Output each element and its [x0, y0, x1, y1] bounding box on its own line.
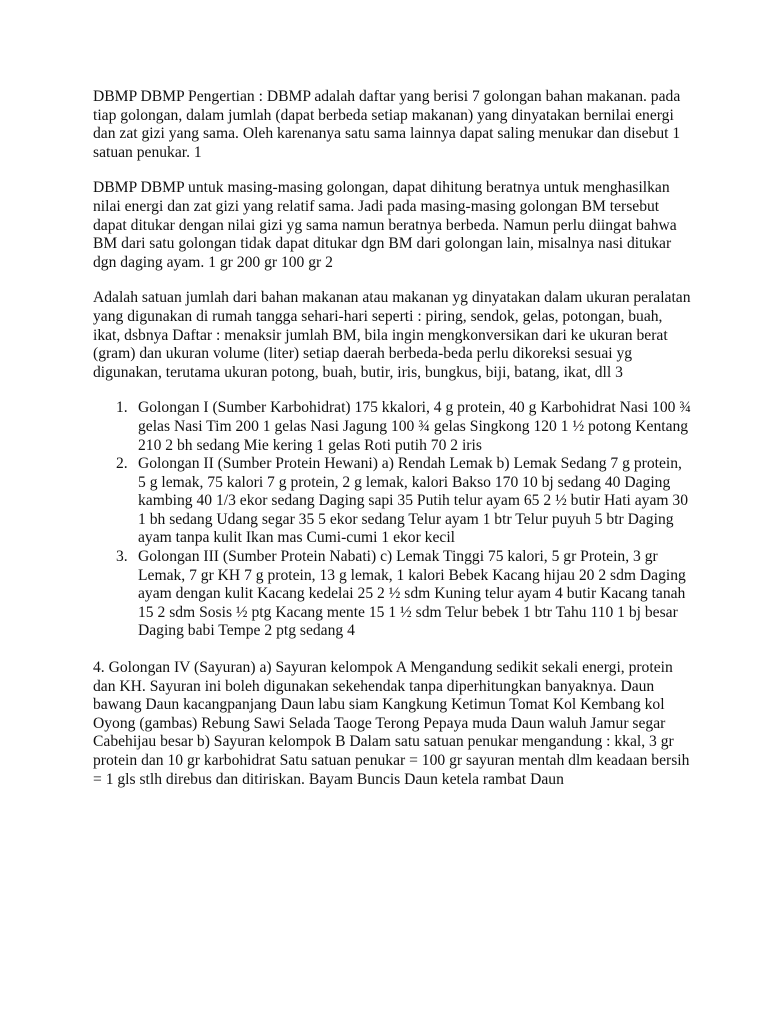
list-item-golongan-1 — [93, 399, 693, 455]
paragraph-urt: Adalah satuan jumlah dari bahan makanan atau makanan yg dinyatakan dalam ukuran peralatan yang digunakan di rumah tangga sehari-hari seperti : piring, sendok, gelas, potongan, buah, ikat, dsbnya Daftar : menaksir jumlah BM, bila ingin mengkonversikan dari ke ukuran berat (gram) dan ukuran volume (liter) setiap daerah berbeda-beda perlu dikoreksi sesuai yg digunakan, terutama ukuran potong, buah, butir, iris, bungkus, biji, batang, ikat, dll 3 — [93, 289, 691, 381]
paragraph-golongan-berat: DBMP DBMP untuk masing-masing golongan, dapat dihitung beratnya untuk menghasilkan nilai energi dan zat gizi yang relatif sama. Jadi pada masing-masing golongan BM tersebut dapat ditukar dengan nilai gizi yg sama namun beratnya berbeda. Namun perlu diingat bahwa BM dari satu golongan tidak dapat ditukar dgn BM dari golongan lain, misalnya nasi ditukar dgn daging ayam. 1 gr 200 gr 100 gr 2 — [93, 179, 677, 271]
list-marker: 1. — [116, 399, 128, 417]
paragraph-golongan-4: 4. Golongan IV (Sayuran) a) Sayuran kelompok A Mengandung sedikit sekali energi, protein dan KH. Sayuran ini boleh digunakan sekehendak tanpa diperhitungkan banyaknya. Daun bawang Daun kacangpanjang Daun labu siam Kangkung Ketimun Tomat Kol Kembang kol Oyong (gambas) Rebung Sawi Selada Taoge Terong Pepaya muda Daun waluh Jamur segar Cabehijau besar b) Sayuran kelompok B Dalam satu satuan penukar mengandung : kkal, 3 gr protein dan 10 gr karbohidrat Satu satuan penukar = 100 gr sayuran mentah dlm keadaan bersih = 1 gls stlh direbus dan ditiriskan. Bayam Buncis Daun ketela rambat Daun — [93, 659, 690, 788]
list-item-text: Golongan II (Sumber Protein Hewani) a) Rendah Lemak b) Lemak Sedang 7 g protein, 5 g lemak, 75 kalori 7 g protein, 2 g lemak, kalori Bakso 170 10 bj sedang 40 Daging kambing 40 1/3 ekor sedang Daging sapi 35 Putih telur ayam 65 2 ½ butir Hati ayam 30 1 bh sedang Udang segar 35 5 ekor sedang Telur ayam 1 btr Telur puyuh 5 btr Daging ayam tanpa kulit Ikan mas Cumi-cumi 1 ekor kecil — [138, 455, 689, 547]
list-marker: 2. — [116, 455, 128, 473]
document-page — [93, 88, 693, 806]
golongan-list — [93, 399, 693, 641]
list-item-text: Golongan I (Sumber Karbohidrat) 175 kkalori, 4 g protein, 40 g Karbohidrat Nasi 100 ¾ gelas Nasi Tim 200 1 gelas Nasi Jagung 100 ¾ gelas Singkong 120 1 ½ potong Kentang 210 2 bh sedang Mie kering 1 gelas Roti putih 70 2 iris — [138, 399, 692, 454]
list-item-golongan-2 — [93, 455, 693, 548]
list-item-golongan-3 — [93, 548, 693, 641]
list-marker: 3. — [116, 548, 128, 566]
list-item-text: Golongan III (Sumber Protein Nabati) c) Lemak Tinggi 75 kalori, 5 gr Protein, 3 gr Lemak, 7 gr KH 7 g protein, 13 g lemak, 1 kalori Bebek Kacang hijau 20 2 sdm Daging ayam dengan kulit Kacang kedelai 25 2 ½ sdm Kuning telur ayam 4 butir Kacang tanah 15 2 sdm Sosis ½ ptg Kacang mente 15 1 ½ sdm Telur bebek 1 btr Tahu 110 1 bj besar Daging babi Tempe 2 ptg sedang 4 — [138, 548, 686, 640]
paragraph-pengertian: DBMP DBMP Pengertian : DBMP adalah daftar yang berisi 7 golongan bahan makanan. pada tiap golongan, dalam jumlah (dapat berbeda setiap makanan) yang dinyatakan bernilai energi dan zat gizi yang sama. Oleh karenanya satu sama lainnya dapat saling menukar dan disebut 1 satuan penukar. 1 — [93, 88, 681, 161]
